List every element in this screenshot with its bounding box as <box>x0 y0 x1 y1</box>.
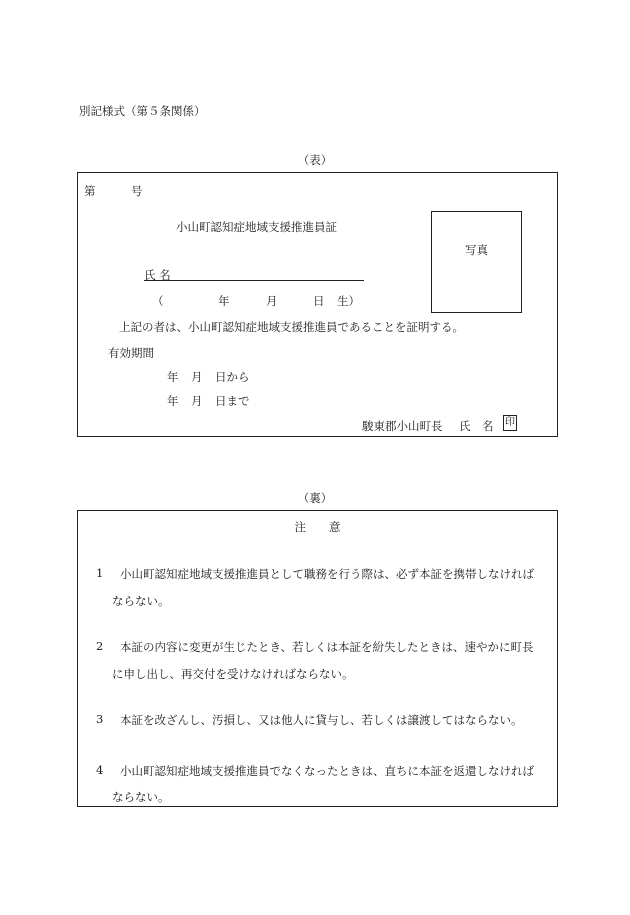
from-year: 年 <box>167 370 179 384</box>
issuer-title: 駿東郡小山町長 <box>362 419 443 433</box>
form-heading: 別記様式（第５条関係） <box>79 104 206 118</box>
card-title: 小山町認知症地域支援推進員証 <box>176 220 337 234</box>
to-month: 月 <box>191 394 203 408</box>
number-prefix: 第 <box>84 184 96 198</box>
birth-month: 月 <box>266 294 278 308</box>
back-title: 注 意 <box>294 520 341 534</box>
back-card <box>77 510 558 807</box>
birth-day: 日 <box>313 294 325 308</box>
back-side-label: （裏） <box>297 491 333 505</box>
certification-text: 上記の者は、小山町認知症地域支援推進員であることを証明する。 <box>119 320 464 334</box>
issuer-name-label: 氏 名 <box>459 419 494 433</box>
photo-box <box>431 211 522 313</box>
photo-label: 写真 <box>465 243 488 257</box>
name-label: 氏 名 <box>144 268 171 282</box>
birth-open-paren: （ <box>152 294 164 308</box>
note-number: 1 <box>96 566 104 580</box>
note-number: 4 <box>96 763 104 777</box>
front-card <box>77 172 558 437</box>
name-underline <box>144 265 364 281</box>
seal-mark: 印 <box>503 415 517 431</box>
note-line: 本証の内容に変更が生じたとき、若しくは本証を紛失したときは、速やかに町長 <box>120 640 534 654</box>
from-month: 月 <box>191 370 203 384</box>
birth-close: 生） <box>337 294 360 308</box>
note-line: 小山町認知症地域支援推進員として職務を行う際は、必ず本証を携帯しなければ <box>120 567 534 581</box>
note-line: 本証を改ざんし、汚損し、又は他人に貸与し、若しくは譲渡してはならない。 <box>120 713 523 727</box>
note-line: 小山町認知症地域支援推進員でなくなったときは、直ちに本証を返還しなければ <box>120 764 534 778</box>
to-day: 日まで <box>215 394 250 408</box>
birth-year: 年 <box>218 294 230 308</box>
note-line: に申し出し、再交付を受けなければならない。 <box>112 667 354 681</box>
from-day: 日から <box>215 370 250 384</box>
note-number: 3 <box>96 712 104 726</box>
front-side-label: （表） <box>297 153 333 167</box>
note-line: ならない。 <box>112 790 170 804</box>
number-suffix: 号 <box>131 184 143 198</box>
note-number: 2 <box>96 639 104 653</box>
validity-label: 有効期間 <box>108 346 154 360</box>
to-year: 年 <box>167 394 179 408</box>
note-line: ならない。 <box>112 594 170 608</box>
